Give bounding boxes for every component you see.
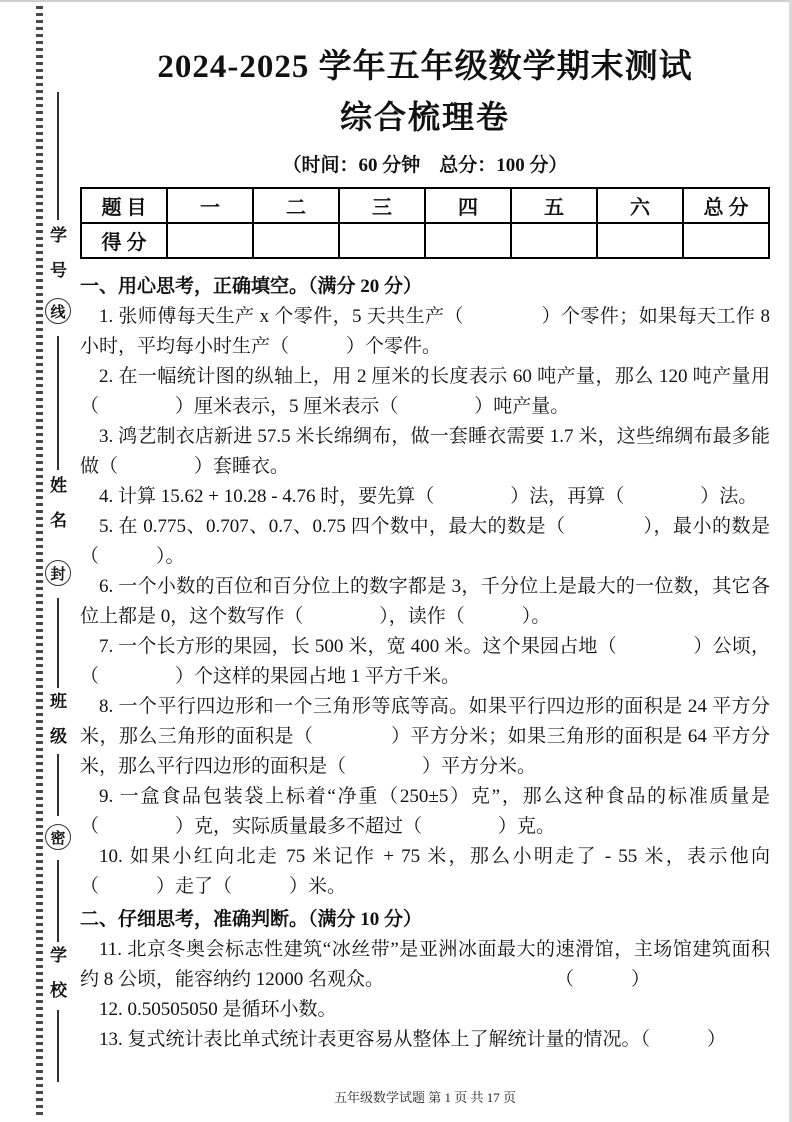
seal-label-student-id: 学 号 (47, 226, 66, 286)
question-7: 7. 一个长方形的果园，长 500 米，宽 400 米。这个果园占地（ ）公顷，（ ）个这样的果园占地 1 平方千米。 (80, 636, 770, 687)
question-12: 12. 0.50505050 是循环小数。 (99, 999, 337, 1020)
exam-title-line2: 综合梳理卷 (339, 99, 510, 135)
score-cell (425, 223, 511, 258)
score-header-5: 五 (511, 188, 597, 223)
seal-write-line (57, 754, 59, 816)
seal-write-line (57, 860, 59, 942)
seal-write-line (57, 92, 59, 220)
seal-dashed-line (36, 6, 43, 1116)
score-cell (167, 223, 253, 258)
seal-write-line (57, 598, 59, 688)
score-header-3: 三 (339, 188, 425, 223)
question-10: 10. 如果小红向北走 75 米记作 + 75 米，那么小明走了 - 55 米，表示他向（ ）走了（ ）米。 (80, 846, 770, 897)
score-header-total: 总 分 (683, 188, 769, 223)
seal-margin (0, 0, 78, 1122)
question-1: 1. 张师傅每天生产 x 个零件，5 天共生产（ ）个零件；如果每天工作 8 小时，平均每小时生产（ ）个零件。 (80, 306, 770, 357)
score-cell (683, 223, 769, 258)
section-two-heading: 二、仔细思考，准确判断。（满分 10 分） (80, 909, 423, 930)
score-header-timu: 题 目 (81, 188, 167, 223)
question-4: 4. 计算 15.62 + 10.28 - 4.76 时，要先算（ ）法，再算（ ）法。 (99, 486, 758, 507)
score-table-score-row (81, 223, 769, 258)
score-row-label: 得 分 (81, 223, 167, 258)
exam-title-line1: 2024-2025 学年五年级数学期末测试 (157, 49, 693, 85)
question-2: 2. 在一幅统计图的纵轴上，用 2 厘米的长度表示 60 吨产量，那么 120 吨产量用（ ）厘米表示，5 厘米表示（ ）吨产量。 (80, 366, 770, 417)
score-header-4: 四 (425, 188, 511, 223)
exam-body (80, 272, 770, 1055)
question-9: 9. 一盒食品包装袋上标着“净重（250±5）克”，那么这种食品的标准质量是（ ）克，实际质量最多不超过（ ）克。 (80, 786, 770, 837)
seal-char-mi: 密 (45, 824, 71, 850)
seal-label-name: 姓 名 (47, 476, 66, 536)
score-header-2: 二 (253, 188, 339, 223)
score-table (80, 187, 770, 259)
question-13: 13. 复式统计表比单式统计表更容易从整体上了解统计量的情况。（ ） (99, 1029, 727, 1050)
seal-char-feng: 封 (45, 560, 71, 586)
score-cell (597, 223, 683, 258)
question-3: 3. 鸿艺制衣店新进 57.5 米长绵绸布，做一套睡衣需要 1.7 米，这些绵绸布最多能做（ ）套睡衣。 (80, 426, 770, 477)
score-table-header-row (81, 188, 769, 223)
question-8: 8. 一个平行四边形和一个三角形等底等高。如果平行四边形的面积是 24 平方分米，那么三角形的面积是（ ）平方分米；如果三角形的面积是 64 平方分米，那么平行四边形的面积是（ ）平方分米。 (80, 696, 770, 777)
question-11: 11. 北京冬奥会标志性建筑“冰丝带”是亚洲冰面最大的速滑馆，主场馆建筑面积约 8 公顷，能容纳约 12000 名观众。 （ ） (80, 939, 770, 990)
seal-write-line (57, 336, 59, 470)
exam-subtitle: （时间：60 分钟 总分：100 分） (282, 155, 568, 176)
seal-label-class: 班 级 (47, 692, 66, 752)
score-cell (253, 223, 339, 258)
score-header-6: 六 (597, 188, 683, 223)
score-cell (339, 223, 425, 258)
seal-char-line: 线 (45, 298, 71, 324)
score-header-1: 一 (167, 188, 253, 223)
question-6: 6. 一个小数的百位和百分位上的数字都是 3，千分位上是最大的一位数，其它各位上都是 0，这个数写作（ ），读作（ ）。 (80, 576, 770, 627)
seal-write-line (57, 1010, 59, 1082)
page-footer: 五年级数学试题 第 1 页 共 17 页 (333, 1090, 516, 1105)
exam-page (80, 0, 770, 1122)
score-cell (511, 223, 597, 258)
section-one-heading: 一、用心思考，正确填空。（满分 20 分） (80, 276, 423, 297)
seal-label-school: 学 校 (47, 946, 66, 1006)
question-5: 5. 在 0.775、0.707、0.7、0.75 四个数中，最大的数是（ ），最小的数是（ ）。 (80, 516, 770, 567)
